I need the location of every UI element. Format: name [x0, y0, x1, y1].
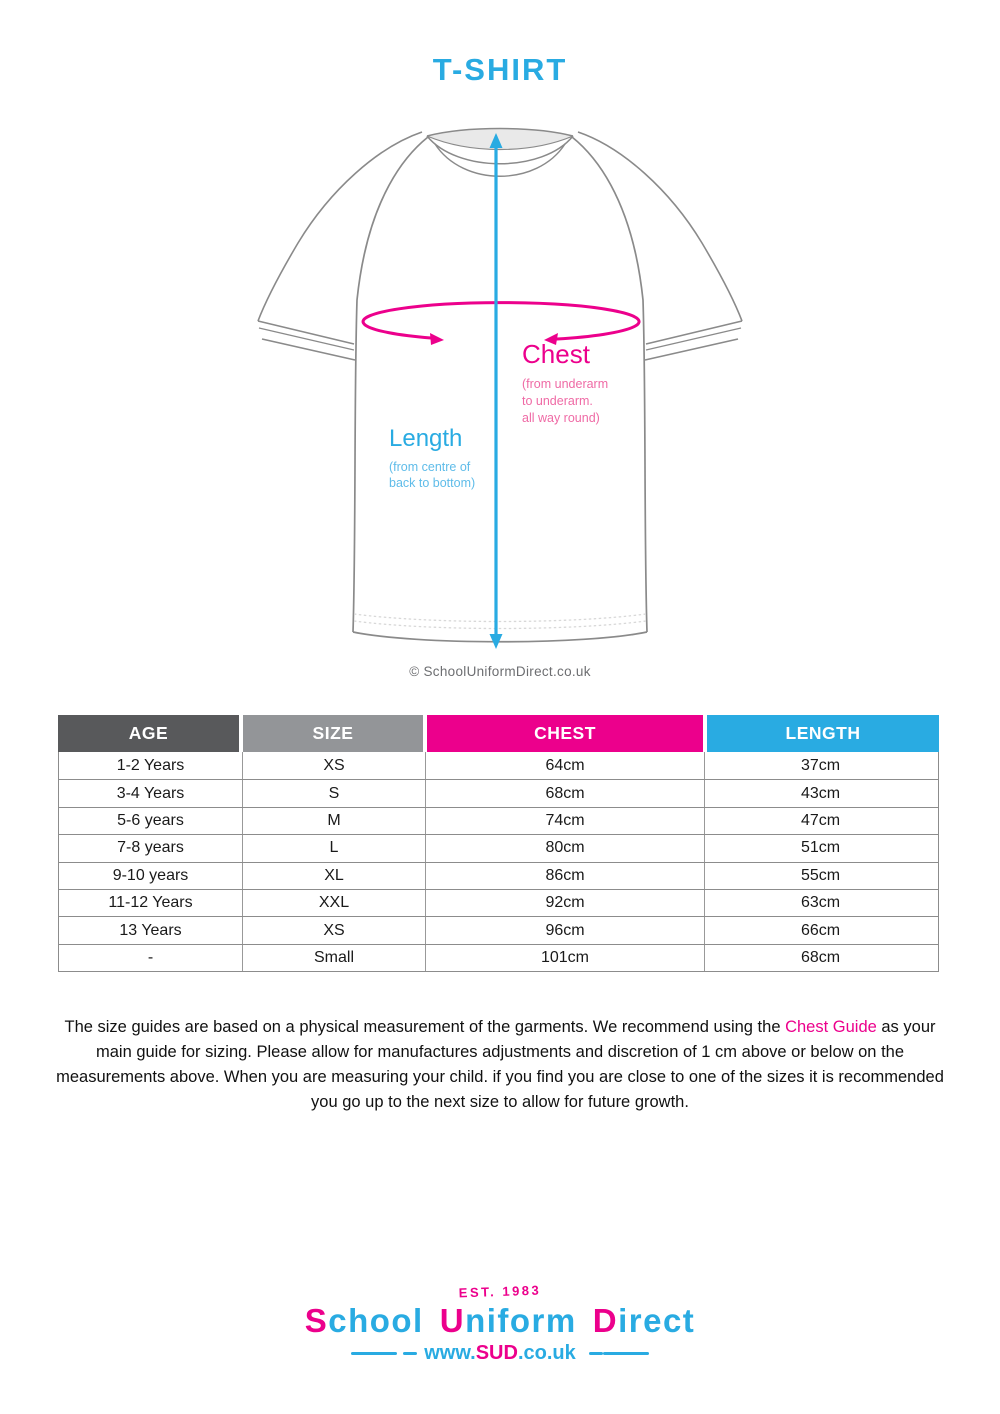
- chest-label-line: all way round): [522, 411, 600, 425]
- age-cell: 11-12 Years: [59, 890, 243, 916]
- length-measurement-label: [389, 427, 509, 491]
- age-cell: 3-4 Years: [59, 780, 243, 806]
- copyright-text: © SchoolUniformDirect.co.uk: [409, 664, 591, 679]
- brand-logo: [0, 1284, 1000, 1365]
- size-cell: S: [243, 780, 426, 806]
- size-cell: L: [243, 835, 426, 861]
- chest-label-line: to underarm.: [522, 394, 593, 408]
- length-arrow: [490, 133, 503, 649]
- chest-cell: 64cm: [426, 752, 705, 779]
- length-cell: 55cm: [800, 866, 841, 884]
- logo-established-text: EST. 1983: [458, 1282, 542, 1301]
- url-prefix: www.: [424, 1342, 476, 1364]
- chest-measure-ellipse: [363, 303, 639, 345]
- header-length: LENGTH: [707, 715, 939, 752]
- table-row: [59, 834, 938, 861]
- chest-label-title: Chest: [522, 339, 590, 369]
- dash-line: [403, 1352, 417, 1355]
- logo-word-initial: U: [439, 1302, 466, 1339]
- header-size: SIZE: [243, 715, 427, 752]
- left-sleeve: [258, 132, 422, 360]
- length-cell: 37cm: [800, 756, 841, 774]
- url-brand: SUD: [475, 1342, 518, 1364]
- length-cell: 63cm: [800, 894, 841, 912]
- note-text: as your main guide for sizing. Please allow for manufactures adjustments and discretion of 1 cm above or below on the measurements above. When you are measuring your child. if you find you are close to one of the sizes it is recommended you go up to the next size to allow for future growth.: [56, 1018, 944, 1111]
- dash-line: [351, 1352, 397, 1355]
- age-cell: 9-10 years: [59, 863, 243, 889]
- chest-cell: 80cm: [426, 835, 705, 861]
- logo-word-rest: irect: [618, 1302, 696, 1339]
- chest-cell: 96cm: [426, 917, 705, 943]
- size-cell: XXL: [243, 890, 426, 916]
- page-title: T-SHIRT: [432, 52, 568, 87]
- size-cell: XS: [243, 917, 426, 943]
- table-row: [59, 916, 938, 943]
- logo-website-url[interactable]: [0, 1342, 1000, 1365]
- size-cell: XS: [243, 752, 426, 779]
- size-cell: M: [243, 808, 426, 834]
- size-table: [58, 715, 939, 972]
- chest-cell: 86cm: [426, 863, 705, 889]
- logo-word-rest: chool: [328, 1302, 424, 1339]
- size-cell: Small: [243, 945, 426, 971]
- length-cell: 68cm: [800, 948, 841, 966]
- size-table-body: [58, 752, 939, 972]
- length-label-title: Length: [389, 425, 463, 452]
- chest-cell: 101cm: [426, 945, 705, 971]
- age-cell: 1-2 Years: [59, 752, 243, 779]
- length-cell: 66cm: [800, 921, 841, 939]
- age-cell: -: [59, 945, 243, 971]
- size-table-header: [58, 715, 939, 752]
- hem-stitching: [354, 614, 646, 629]
- url-suffix: .co.uk: [517, 1342, 576, 1364]
- age-cell: 5-6 years: [59, 808, 243, 834]
- age-cell: 7-8 years: [59, 835, 243, 861]
- table-row: [59, 889, 938, 916]
- chest-guide-emphasis: Chest Guide: [785, 1018, 877, 1036]
- header-chest: CHEST: [427, 715, 707, 752]
- table-row: [59, 779, 938, 806]
- chest-cell: 68cm: [426, 780, 705, 806]
- sizing-note: [52, 1015, 948, 1115]
- collar: [427, 129, 573, 177]
- dash-line: [589, 1352, 603, 1355]
- chest-measurement-label: [522, 341, 652, 427]
- length-label-line: (from centre of: [389, 460, 471, 474]
- tshirt-illustration: [250, 115, 750, 660]
- dash-line: [603, 1352, 649, 1355]
- logo-word-rest: niform: [465, 1302, 577, 1339]
- length-label-line: back to bottom): [389, 476, 476, 490]
- header-age: AGE: [58, 715, 243, 752]
- size-cell: XL: [243, 863, 426, 889]
- length-cell: 47cm: [800, 811, 841, 829]
- length-cell: 51cm: [800, 839, 841, 857]
- table-row: [59, 944, 938, 971]
- logo-word-initial: S: [304, 1302, 329, 1339]
- chest-label-line: (from underarm: [522, 377, 609, 391]
- right-sleeve: [578, 132, 742, 360]
- length-cell: 43cm: [800, 784, 841, 802]
- table-row: [59, 752, 938, 779]
- note-text: The size guides are based on a physical measurement of the garments. We recommend using the: [64, 1018, 786, 1036]
- chest-cell: 74cm: [426, 808, 705, 834]
- table-row: [59, 807, 938, 834]
- age-cell: 13 Years: [59, 917, 243, 943]
- chest-cell: 92cm: [426, 890, 705, 916]
- tshirt-diagram: [250, 115, 750, 695]
- logo-word-initial: D: [592, 1302, 619, 1339]
- table-row: [59, 862, 938, 889]
